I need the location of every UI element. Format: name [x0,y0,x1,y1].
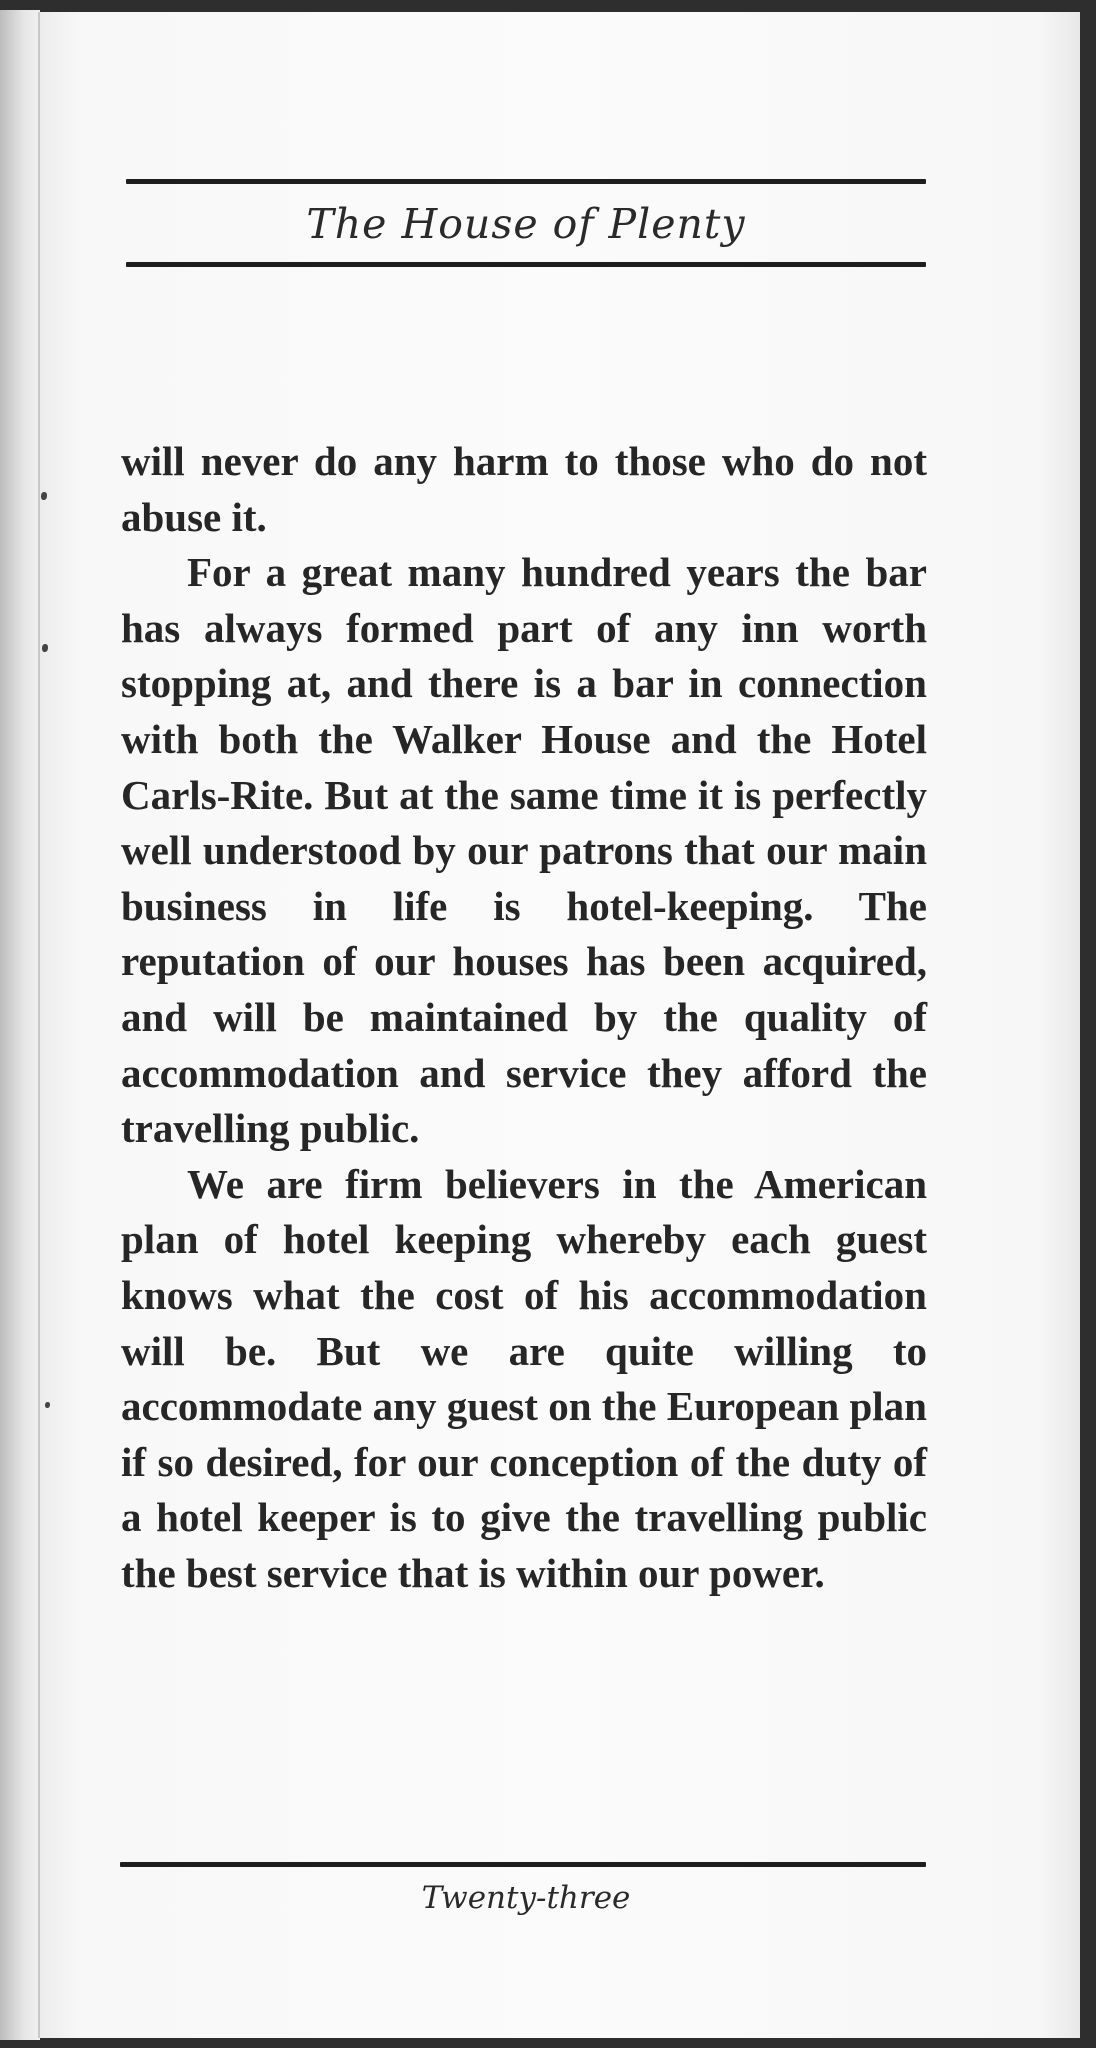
paragraph-american-plan: We are firm believers in the American plan of hotel keeping whereby each guest knows what the cost of his accommodation will be. But we are quite willing to accommodate any guest on the European plan if so desired, for our conception of the duty of a hotel keeper is to give the travelling public the best service that is within our power. [121,1160,927,1596]
body-text [121,434,927,1601]
paragraph-bar: For a great many hundred years the bar has always formed part of any inn worth stopping at, and there is a bar in connection with both the Walker House and the Hotel Carls-Rite. But at the same time it is perfectly well understood by our patrons that our main business in life is hotel-keeping. The reputation of our houses has been acquired, and will be maintained by the quality of accommodation and service they afford the travelling public. [121,549,927,1152]
footer-rule [120,1862,926,1867]
margin-ink-mark [42,644,48,652]
header-bottom-rule [126,262,926,267]
paragraph-continuation: will never do any harm to those who do not abuse it. [121,438,927,540]
margin-ink-mark [41,492,47,500]
running-head: The House of Plenty [306,200,746,248]
book-spine-edge [0,10,40,2040]
margin-ink-mark [45,1402,50,1408]
header-top-rule [126,179,926,184]
page-number: Twenty-three [421,1880,631,1916]
